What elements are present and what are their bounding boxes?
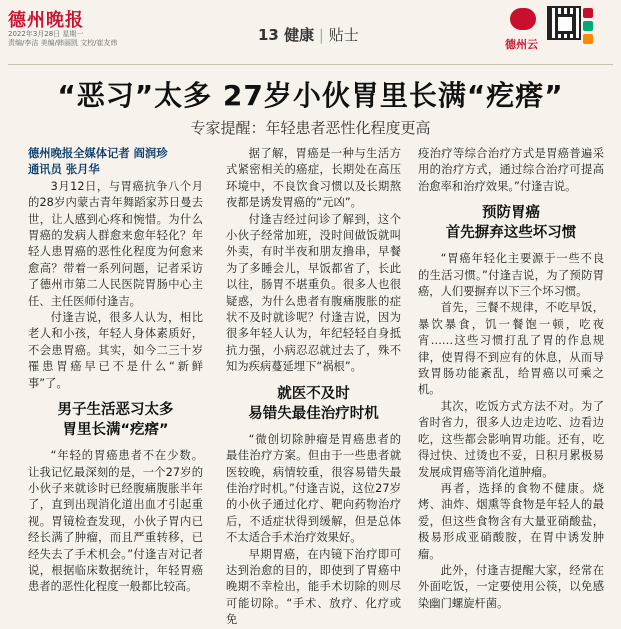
app-icon	[583, 21, 593, 31]
paragraph: 首先，三餐不规律，不吃早饭，暴饮暴食，饥一餐饱一顿，吃夜宵……这些习惯打乱了胃的作息规律，使胃得不到应有的休息，从而导致胃肠功能紊乱，给胃癌以可乘之机。	[418, 301, 604, 397]
heading-line: 胃里长满“疙瘩”	[62, 422, 169, 439]
app-icons	[583, 8, 613, 48]
paragraph: “年轻的胃癌患者不在少数。让我记忆最深刻的是，一个27岁的小伙子来就诊时已经腹痛腹胀半年了，直到出现消化道出血才引起重视。胃镜检查发现，小伙子胃内已经长满了肿瘤，而且严重转移，已经失去了手术机会。”付逢吉对记者说，根据临床数据统计，年轻胃癌患者的恶性化程度一般都比较高。	[28, 449, 203, 594]
paragraph: 疫治疗等综合治疗方式是胃癌普遍采用的治疗方式，通过综合治疗可提高治愈率和治疗效果。”付逢吉说。	[418, 147, 604, 193]
heading-line: 男子生活恶习太多	[57, 402, 174, 419]
paragraph: “微创切除肿瘤是胃癌患者的最佳治疗方案。但由于一些患者就医较晚，病情较重，很容易错失最佳治疗时机。”付逢吉说，这位27岁的小伙子通过化疗、靶向药物治疗后，不适症状得到缓解，但是总体不太适合手术治疗效果好。	[226, 432, 401, 545]
paragraph: “胃癌年轻化主要源于一些不良的生活习惯。”付逢吉说，为了预防胃癌，人们要摒弃以下三个坏习惯。	[418, 252, 604, 299]
section-title: 13 健康 | 贴士	[258, 26, 359, 44]
article-headline: “恶习”太多 27岁小伙胃里长满“疙瘩”	[57, 79, 564, 112]
section-label: 13 健康	[258, 26, 315, 44]
date-line: 2022年3月28日 星期一	[8, 30, 84, 38]
byline-correspondent: 通讯员 张月华	[28, 163, 100, 177]
header-divider	[8, 64, 613, 65]
qr-code-icon	[547, 6, 581, 40]
heading-line: 就医不及时	[277, 385, 350, 402]
paragraph: 据了解，胃癌是一种与生活方式紧密相关的癌症，长期处在高压环境中，不良饮食习惯以及长期熬夜都是诱发胃癌的“元凶”。	[226, 147, 401, 210]
masthead	[0, 0, 621, 62]
staff-line: 责编/李洁 美编/韩丽凯 文校/崔友炜	[8, 39, 118, 47]
paragraph: 其次，吃饭方式方法不对。为了省时省力，很多人边走边吃、边看边吃，这些都会影响胃功能。还有，吃得过快、过烫也不妥，日积月累极易发展成胃癌等消化道肿瘤。	[418, 399, 604, 479]
column-2	[226, 146, 401, 629]
paragraph: 付逢吉说，很多人认为，相比老人和小孩，年轻人身体素质好，不会患胃癌。其实，如今二三十岁罹患胃癌早已不是什么“新鲜事”了。	[28, 311, 203, 390]
heading-line: 首先摒弃这些坏习惯	[445, 225, 577, 242]
brand-label: 德州云	[505, 38, 538, 51]
byline-reporter: 德州晚报全媒体记者 阎润珍	[28, 147, 168, 160]
newspaper-logo: 德州晚报	[8, 10, 84, 31]
paragraph: 早期胃癌，在内镜下治疗即可达到治愈的目的，即使到了胃癌中晚期不幸检出，能手术切除的则尽可能切除。“手术、放疗、化疗或免	[226, 547, 401, 627]
heading-line: 预防胃癌	[482, 205, 540, 222]
subsection-label: 贴士	[328, 26, 359, 44]
paragraph: 付逢吉经过问诊了解到，这个小伙子经常加班，没时间做饭就叫外卖，有时半夜和朋友撸串，早餐为了多睡会儿，早饭都省了，长此以往，肠胃不堪重负。很多人也很疑惑，为什么患者有腹痛腹胀的症状不及时就诊呢？付逢吉说，因为很多年轻人认为，年纪轻轻自身抵抗力强，小病忍忍就过去了，殊不知为疾病蔓延埋下“祸根”。	[226, 212, 401, 374]
section-heading-3	[418, 203, 604, 243]
article-subhead: 专家提醒：年轻患者恶性化程度更高	[190, 119, 431, 137]
section-heading-2	[226, 384, 401, 424]
column-3	[418, 146, 604, 612]
masthead-meta	[8, 30, 118, 48]
paragraph: 再者，选择的食物不健康。烧烤、油炸、烟熏等食物是年轻人的最爱，但这些食物含有大量亚硝酸盐，极易形成亚硝酸胺，在胃中诱发肿瘤。	[418, 481, 604, 561]
column-1	[28, 146, 203, 596]
app-icon	[583, 34, 593, 44]
section-heading-1	[28, 400, 203, 440]
brand-cloud-icon	[510, 8, 536, 30]
heading-line: 易错失最佳治疗时机	[248, 405, 379, 422]
paragraph: 3月12日，与胃癌抗争八个月的28岁内蒙古青年舞蹈家苏日曼去世，让人感到心疼和惋惜。为什么胃癌的发病人群愈来愈年轻化？年轻人患胃癌的恶性化程度为何愈来愈高？带着一系列问题，记者采访了德州市第二人民医院胃肠中心主任、主任医师付逢吉。	[28, 179, 203, 308]
paragraph: 此外，付逢吉提醒大家，经常在外面吃饭，一定要使用公筷，以免感染幽门螺旋杆菌。	[418, 563, 604, 610]
app-icon	[583, 8, 593, 18]
